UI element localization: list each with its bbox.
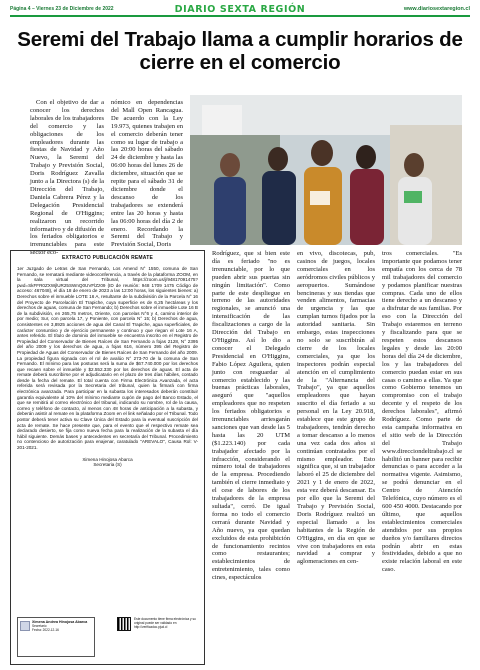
electronic-signature-box (17, 617, 95, 657)
legal-notice-body: 1er Juzgado de Letras de San Fernando, Los Amend N° 1550, comuna de San Fernando, se rematará mediante videoconferencia, a través de la plataforma ZOOM, en la sala virtual del Tribunal, https://zoom.us/j/94817091475?pwd=SkFFR0ZXWjlUR25SWnQ0UVFlZz09 (ID de reunión: 948 1709 1475 Código de acceso: 467048), el día 18 de enero de 2023 a las 12:00 horas, los siguientes bienes: a) Derechos sobre el inmueble LOTE 16 A, resultante de la subdivisión de la Parcela N° 16 del Proyecto de Parcelación El Trapiche, cuya superficie es de 6,25 hectáreas y los derechos de aguas, comuna de San Fernando; b) Derechos sobre el inmueble Lote 16 B de la subdivisión, en 265,75 metros, Oriente, con parcelas N°6 y 4, camino interior de por medio; Sur, con parcela 17, y Poniente, con parcela N° 15; b) Derechos de agua, consistentes en 3,8925 acciones de agua del Canal El Trapiche, agua superficiales, de carácter consuntivo y de ejercicio permanente y continuo y que riegan el Lote 16 A, antes referido. El título de dominio del inmueble se encuentra inscrito en el Registro de Propiedad del Conservador de Bienes Raíces de San Fernando a fojas 2128, N° 2395 del año 2009 y los derechos de agua, a fojas 616, número 395 del Registro de Propiedad de Aguas del Conservador de Bienes Raíces de San Fernando del año 2009. La propiedad figura signada con el rol de avalúo N° 273-70 de la comuna de San Fernando. El mínimo para las posturas será la suma de $67.740.000 por los derechos que recaen sobre el inmueble y $2.552.330 por los derechos de aguas. El acta de remate deberá suscribirse por el adjudicatario en el plazo de tres días hábiles, contado desde la fecha del remate. El total cuenta con Firma Electrónica Avanzada, el acta referida será revisada por la Secretaria del tribunal, quien la firmará con firma electrónica avanzada. Para participar en la subasta los interesados deberán constituir garantía equivalente al 10% del mínimo mediante cupón de pago del Banco Estado, el que se remitirá al correo electrónico del tribunal, indicando su nombre, rol de la causa, correo y teléfono de contacto, al menos con 48 horas de anticipación a la subasta, y deberán asistir al remate en la plataforma Zoom en el link señalado por el Tribunal. Todo postor deberá tener activa su Clave Única del Estado para la eventual suscripción del acta de remate. Se hace presente que, para el evento que el respectivo remate sea declarado desierto, se fija como nueva fecha para la realización de la subasta el día hábil siguiente. Demás bases y antecedentes en secretaría del Tribunal. Procedimiento no contencioso de autorización para enajenar, caratulado "AREVALO", Causa Rol: V-201-2021. (17, 266, 198, 450)
article-headline: Seremi del Trabajo llama a cumplir horarios de cierre en el comercio (17, 28, 463, 74)
sig-box-name: Ximena Andrea Hinojosa Abarca (32, 620, 88, 624)
signature-seal-icon (20, 621, 30, 631)
article-column-5: tros comerciales. "Es importante que podamos tener empatía con los cerca de 78 mil trabajadores del comercio y podamos planificar nuestras compras. Cada uno de ellos tiene derecho a un descanso y a disfrutar de sus familias. Por eso con la Dirección del Trabajo estaremos en terreno y fiscalizando para que se respeten estos descansos legales y desde las 20:00 horas del día 24 de diciembre, los y las trabajadores del comercio puedan estar en sus casas o camino a ellas. Ya que como Gobierno tenemos un compromiso con el trabajo decente y el respeto de los derechos laborales", afirmó Rodríguez. Como parte de esta campaña informativa en el sitio web de la Dirección del Trabajo www.direcciondeltrabajo.cl se habilitó un banner para recibir denuncias o para acceder a la normativa vigente. Asimismo, se podrá denunciar en el Centro de Atención Telefónica, cuyo número es el 600 450 4000. Destacando por último, que aquellos establecimientos comerciales atendidos por sus propios dueños y/o familiares directos podrán abrir en estas festividades, debido a que no existe relación laboral en este caso. (382, 250, 462, 574)
legal-notice-title: EXTRACTO PUBLICACIÓN REMATE (61, 255, 154, 261)
sig-box-date: Fecha: 2022-12-16 (32, 628, 59, 632)
newspaper-name: DIARIO SEXTA REGIÓN (174, 4, 306, 15)
signature-name: Ximena Hinojosa Abarca (82, 456, 133, 462)
article-column-3: Rodríguez, que si bien este día es feriado "no es irrenunciable, por lo que pueden abrir sus puertas sin ningún limitación". Como parte de este despliegue en terreno de las autoridades regionales, se anunció una intensificación de las fiscalizaciones a cargo de la Dirección del Trabajo en O'Higgins. Así lo dio a conocer el Delegado Presidencial en O'Higgins, Fabio López Aguilera, quien junto con resguardar al comercio establecido y las buenas prácticas laborales, aseguró que "aquellos empleadores que no respeten los feriados obligatorios e irrenunciables arriesgarán sanciones que van desde las 5 hasta las 20 UTM ($1.223.140) por cada trabajador afectado por la infracción, considerando el número total de trabajadores de la empresa. Procediendo también el cierre inmediato y el cese de labores de los trabajadores de la empresa sultada", cerró. De igual forma no todo el comercio cerrará durante Navidad y Año nuevo, ya que quedan excluidos de esta prohibición de funcionamiento recintos como restaurantes; establecimientos de entretenimiento, tales como cines, espectáculos (212, 250, 290, 582)
article-column-4: en vivo, discotecas, pub, casinos de juegos, locales comerciales en los aeródromos civiles públicos y aeropuertos. Sumándose bencineras y sus tiendas que venden alimentos, farmacias de urgencia y las que cumplan turnos fijados por la autoridad sanitaria. Sin embargo, estas inspecciones no solo se suscribirán al cierre de los locales comerciales, ya que los inspectores podrán especial atención en el cumplimiento de la "Alternancia del Trabajo", ya que aquellos empleadores que hayan suscrito el día feriado a su personal en la Ley 20.918, establece que este grupo de trabajadores, tendrán derecho a tomar descanso a lo menos una vez cada dos años si continúan contratados por el mismo empleador. Esto significa que, si un trabajador laboró el 25 de diciembre del 2021 y 1 de enero de 2022, esta vez deberá descansar. Es por ello que la Seremi del Trabajo y Previsión Social, Doris Rodríguez realizó un especial llamado a los habitantes de la Región de O'Higgins, en día en que se vive con trabajadores en esta navidad a comprar y aglomeraciones en cen- (297, 250, 375, 566)
legal-signature (17, 457, 198, 468)
qr-verification (117, 617, 202, 631)
legal-footer (17, 613, 198, 659)
qr-verification-text: Este documento tiene firma electrónica y su original puede ser validado en http://verificadoc.pjud.cl (134, 617, 196, 629)
page-header (10, 5, 470, 17)
article-lead-column-2: nómico en dependencias del Mall Open Rancagua. De acuerdo con la Ley 19.973, quienes trabajen en el comercio deberán tener como su lugar de trabajo a las 20:00 horas del sábado 24 de diciembre y hasta las 06:00 horas del lunes 26 de diciembre, situación que se repite para el sábado 31 de diciembre donde el descanso de los trabajadores se extenderá entre las 20 horas y hasta las 06:00 horas del día 2 de enero. Recordando la Seremi del Trabajo y Previsión Social, Doris (111, 99, 183, 249)
qr-code-icon[interactable] (117, 617, 131, 631)
page-date-label: Página 4 – Viernes 23 de Diciembre de 2022 (10, 6, 114, 12)
sig-box-role: Secretario (32, 624, 47, 628)
article-lead-column-1: Con el objetivo de dar a conocer los derechos laborales de los trabajadores del comercio y las obligaciones de los empleadores durante las fiestas de Navidad y Año Nuevo, la Seremi del Trabajo y Previsión Social, Doris Rodríguez Zavalla junto a la Directora (s) de la Dirección del Trabajo, Daniela Cabrera Pérez y la Delegación Presidencial Regional de O'Higgins; realizaron un recorrido informativo y de difusión de los feriados obligatorios e irrenunciables para este sector eco- (30, 99, 105, 257)
legal-notice-box (10, 250, 205, 665)
photo-icon (190, 95, 462, 245)
signature-role: Secretaria (S) (93, 462, 122, 468)
news-photo (190, 95, 462, 245)
website-link[interactable]: www.diariosextaregion.cl (403, 6, 470, 12)
